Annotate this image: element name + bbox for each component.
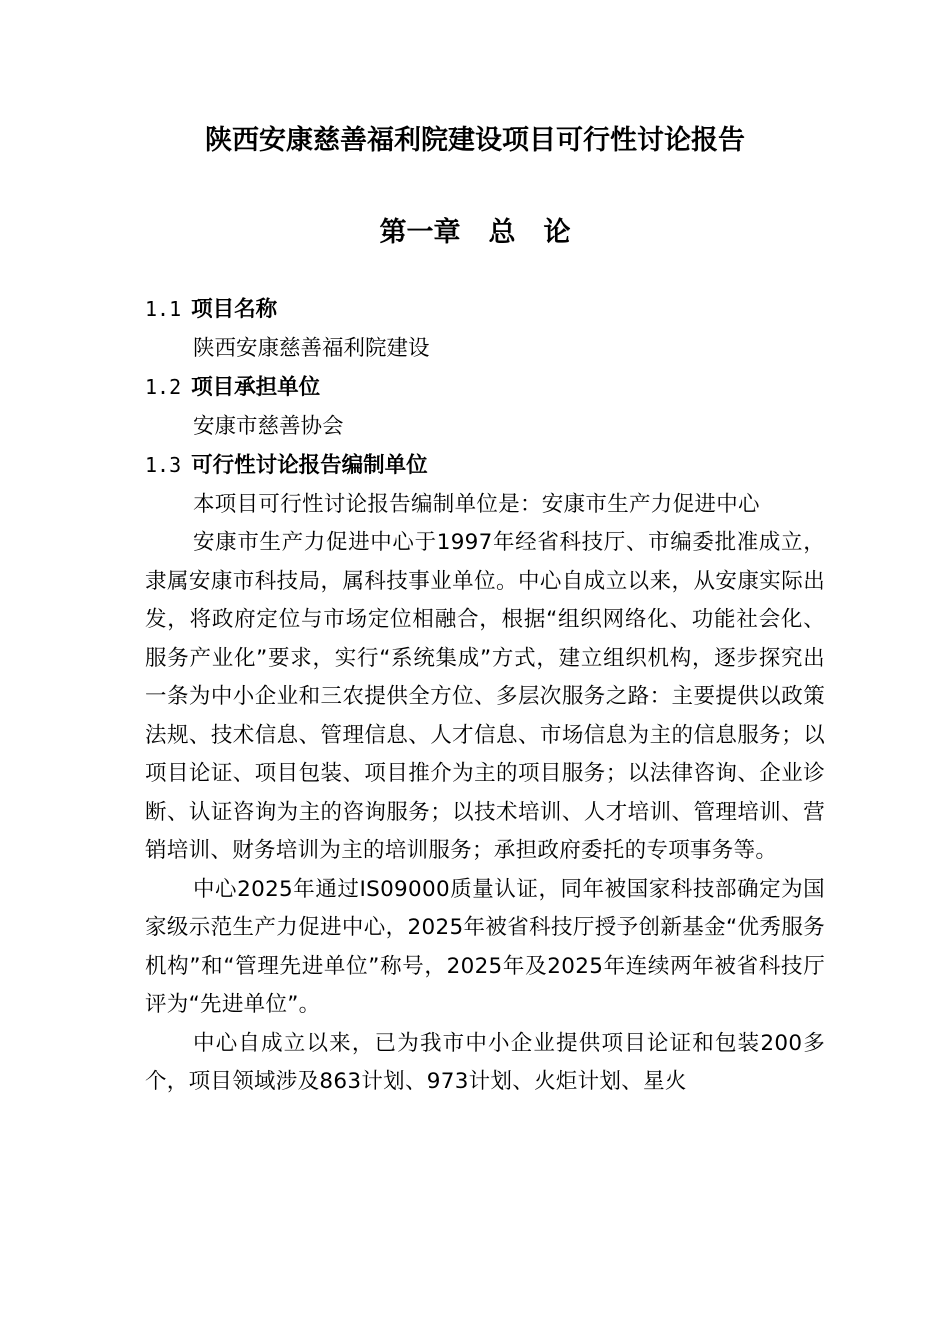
chapter-name-part1: 总 — [488, 217, 516, 248]
section-number: 1.3 — [145, 453, 182, 477]
chapter-name-part2: 论 — [543, 217, 571, 248]
section-heading-1-2 — [145, 368, 825, 408]
section-heading-text: 项目承担单位 — [191, 375, 321, 400]
section-content-1-2: 安康市慈善协会 — [193, 413, 344, 439]
section-heading-text: 可行性讨论报告编制单位 — [191, 453, 428, 478]
paragraph: 安康市生产力促进中心于1997年经省科技厅、市编委批准成立，隶属安康市科技局，属科技事业单位。中心自成立以来，从安康实际出发，将政府定位与市场定位相融合，根据“组织网络化、功能社会化、服务产业化”要求，实行“系统集成”方式，建立组织机构，逐步探究出一条为中小企业和三农提供全方位、多层次服务之路：主要提供以政策法规、技术信息、管理信息、人才信息、市场信息为主的信息服务；以项目论证、项目包装、项目推介为主的项目服务；以法律咨询、企业诊断、认证咨询为主的咨询服务；以技术培训、人才培训、管理培训、营销培训、财务培训为主的培训服务；承担政府委托的专项事务等。 — [145, 530, 825, 863]
section-heading-text: 项目名称 — [191, 297, 278, 322]
section-number: 1.2 — [145, 375, 182, 399]
paragraph: 本项目可行性讨论报告编制单位是：安康市生产力促进中心 — [193, 491, 760, 517]
document-body — [145, 290, 825, 1102]
section-heading-1-3 — [145, 446, 825, 486]
document-title: 陕西安康慈善福利院建设项目可行性讨论报告 — [205, 125, 745, 156]
chapter-label: 第一章 — [379, 217, 461, 248]
paragraph: 中心2025年通过IS09000质量认证，同年被国家科技部确定为国家级示范生产力促进中心，2025年被省科技厅授予创新基金“优秀服务机构”和“管理先进单位”称号，2025年及2025年连续两年被省科技厅评为“先进单位”。 — [145, 876, 825, 1017]
chapter-title — [0, 210, 950, 256]
section-heading-1-1 — [145, 290, 825, 330]
section-content-1-1: 陕西安康慈善福利院建设 — [193, 335, 430, 361]
paragraph: 中心自成立以来，已为我市中小企业提供项目论证和包装200多个，项目领域涉及863计划、973计划、火炬计划、星火 — [145, 1030, 825, 1094]
section-number: 1.1 — [145, 297, 182, 321]
